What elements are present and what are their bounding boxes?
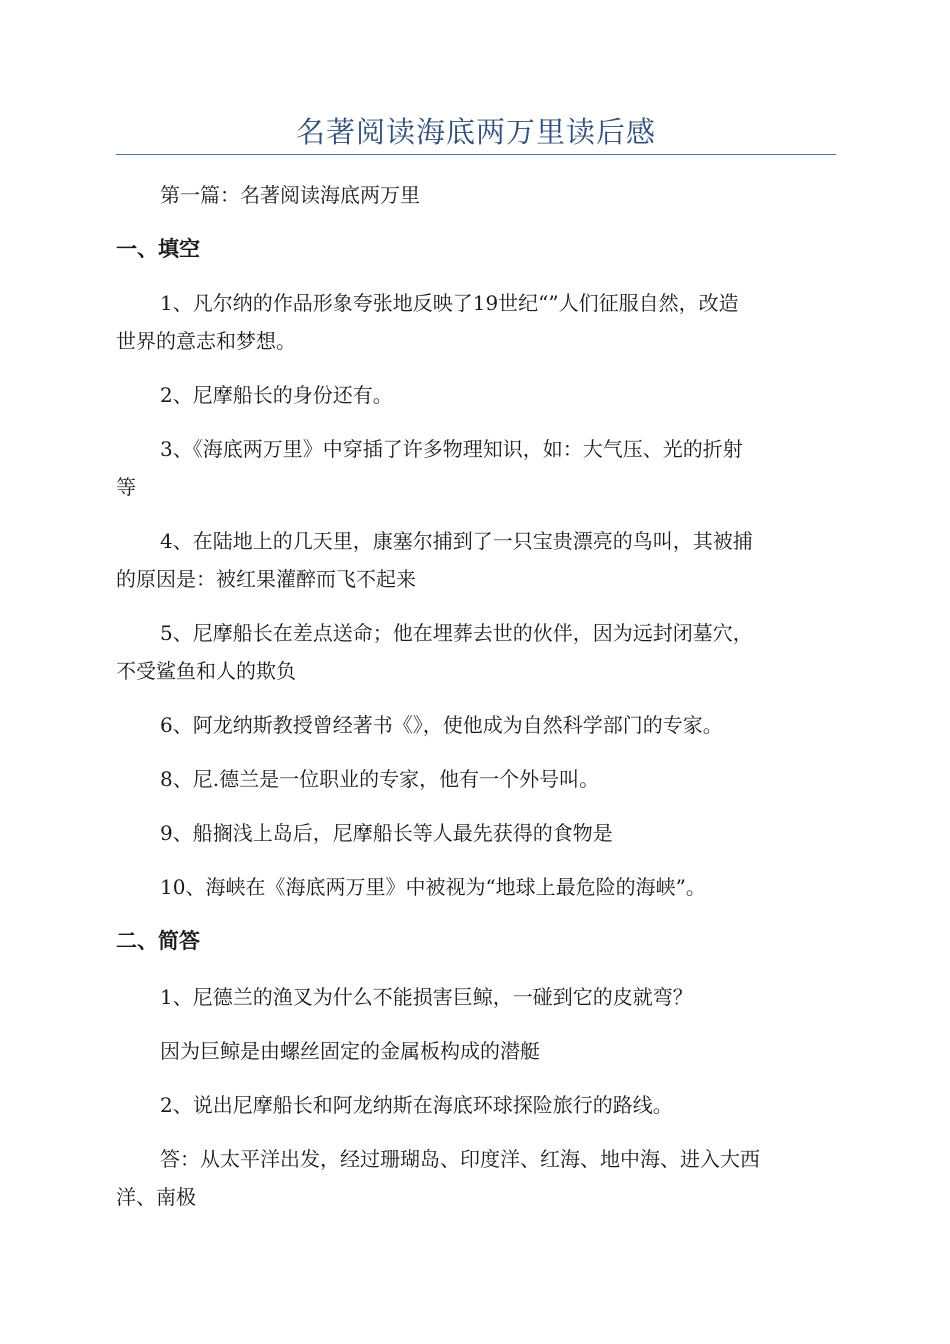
question-10: 10、海峡在《海底两万里》中被视为“地球上最危险的海峡”。: [160, 875, 706, 899]
subtitle: 第一篇：名著阅读海底两万里: [160, 183, 420, 207]
question-1-line-2: 世界的意志和梦想。: [116, 329, 296, 353]
question-1-line-1: 1、凡尔纳的作品形象夸张地反映了19世纪“”人们征服自然，改造: [160, 291, 739, 315]
short-answer-question-1: 1、尼德兰的渔叉为什么不能损害巨鲸，一碰到它的皮就弯？: [160, 985, 693, 1009]
question-5-line-1: 5、尼摩船长在差点送命；他在埋葬去世的伙伴，因为远封闭墓穴，: [160, 621, 753, 645]
question-4-line-1: 4、在陆地上的几天里，康塞尔捕到了一只宝贵漂亮的鸟叫，其被捕: [160, 529, 753, 553]
short-answer-answer-2-line-2: 洋、南极: [116, 1185, 196, 1209]
question-3-line-2: 等: [116, 475, 136, 499]
page-title: 名著阅读海底两万里读后感: [295, 115, 656, 149]
short-answer-answer-2-line-1: 答：从太平洋出发，经过珊瑚岛、印度洋、红海、地中海、进入大西: [160, 1147, 760, 1171]
question-5-line-2: 不受鲨鱼和人的欺负: [116, 659, 296, 683]
question-3-line-1: 3、《海底两万里》中穿插了许多物理知识，如：大气压、光的折射: [160, 437, 743, 461]
question-8: 8、尼.德兰是一位职业的专家，他有一个外号叫。: [160, 767, 600, 791]
title-underline: [116, 154, 836, 155]
question-9: 9、船搁浅上岛后，尼摩船长等人最先获得的食物是: [160, 821, 613, 845]
question-4-line-2: 的原因是：被红果灌醉而飞不起来: [116, 567, 416, 591]
section-heading-fill-in: 一、填空: [116, 237, 200, 261]
question-6: 6、阿龙纳斯教授曾经著书《》，使他成为自然科学部门的专家。: [160, 713, 723, 737]
short-answer-question-2: 2、说出尼摩船长和阿龙纳斯在海底环球探险旅行的路线。: [160, 1093, 673, 1117]
short-answer-answer-1: 因为巨鲸是由螺丝固定的金属板构成的潜艇: [160, 1039, 540, 1063]
question-2: 2、尼摩船长的身份还有。: [160, 383, 393, 407]
section-heading-short-answer: 二、简答: [116, 929, 200, 953]
